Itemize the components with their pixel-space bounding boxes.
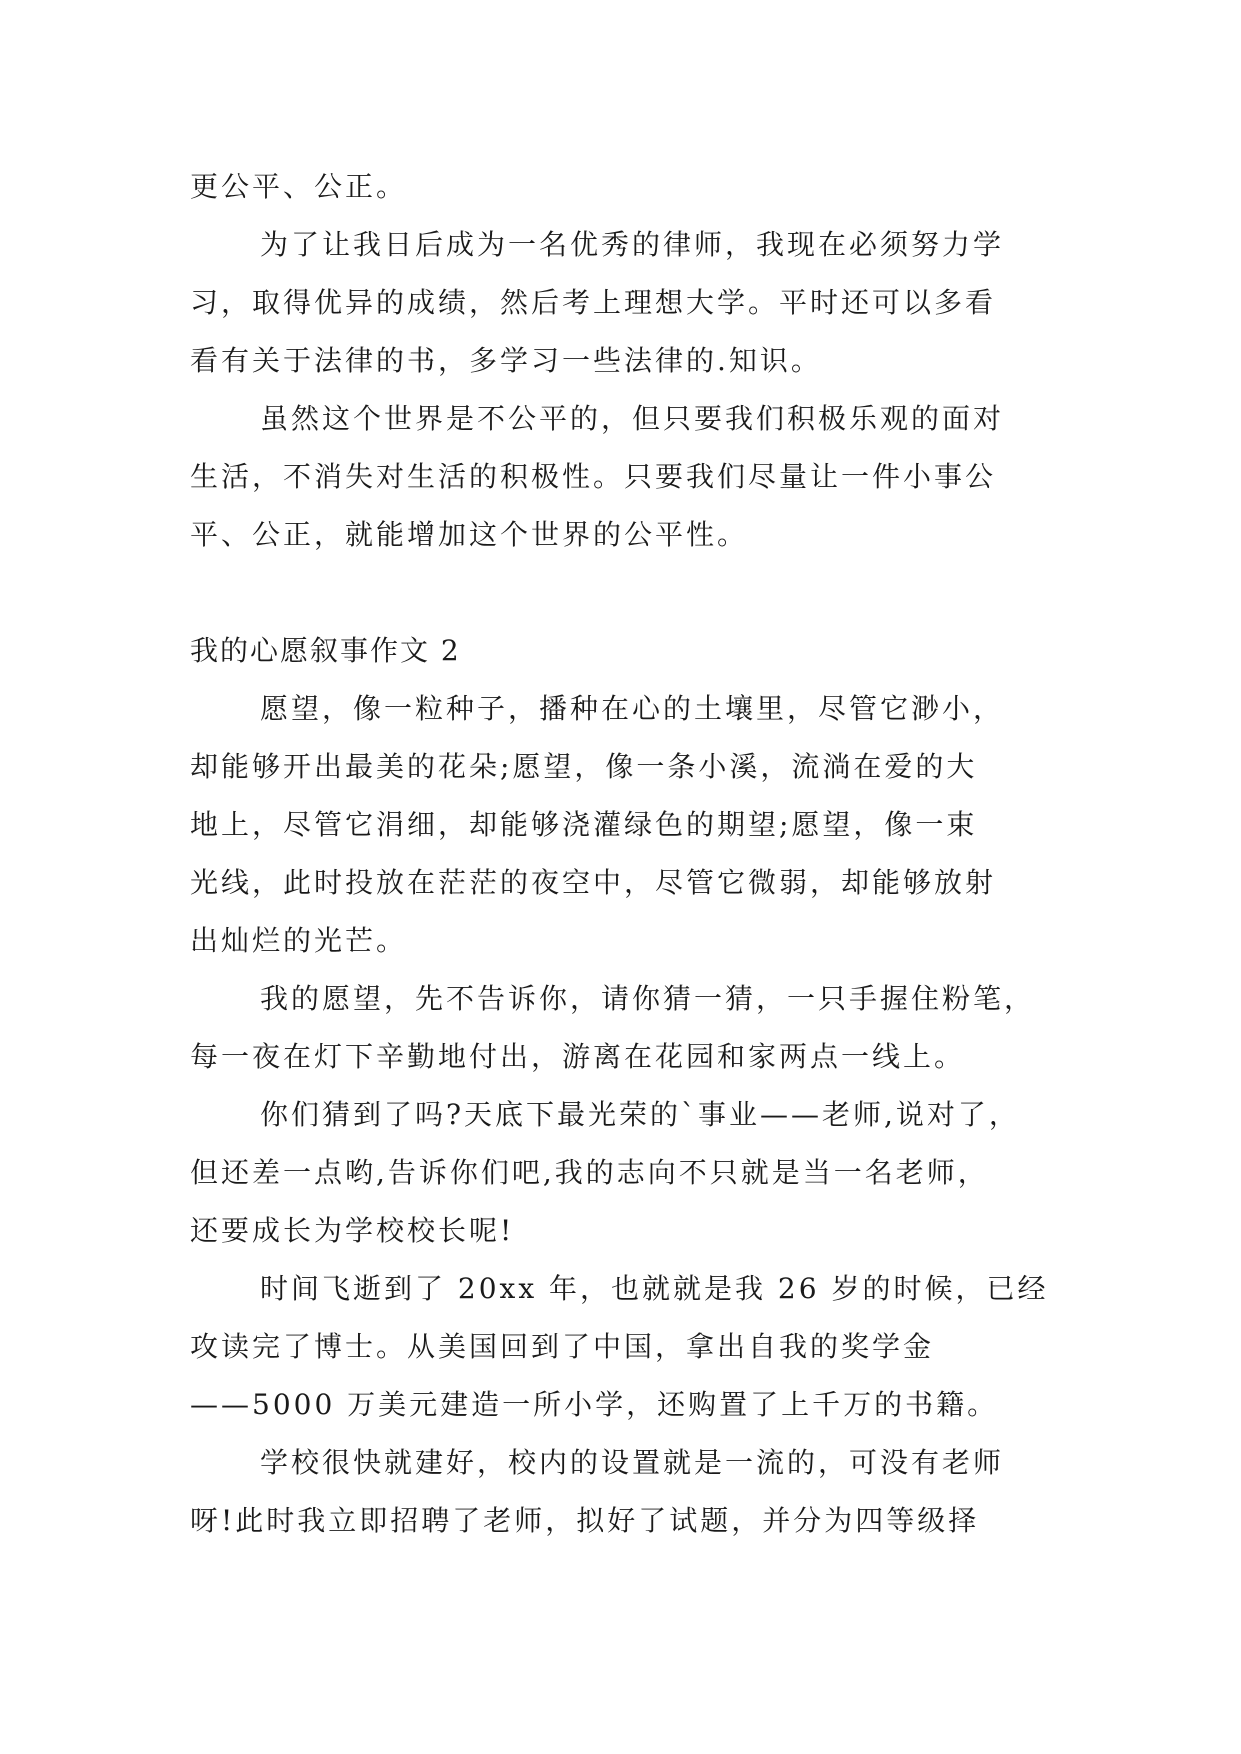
- paragraph-4-line-3: 地上，尽管它涓细，却能够浇灌绿色的期望;愿望，像一束: [190, 808, 978, 841]
- paragraph-6-line-2: 但还差一点哟,告诉你们吧,我的志向不只就是当一名老师，: [190, 1156, 989, 1189]
- paragraph-4-line-2: 却能够开出最美的花朵;愿望，像一条小溪，流淌在爱的大: [190, 750, 978, 783]
- paragraph-8-line-1: 学校很快就建好，校内的设置就是一流的，可没有老师: [260, 1446, 1005, 1479]
- paragraph-7-line-2: 攻读完了博士。从美国回到了中国，拿出自我的奖学金: [190, 1330, 935, 1363]
- paragraph-6-line-1: 你们猜到了吗?天底下最光荣的`事业——老师,说对了，: [260, 1098, 1020, 1131]
- paragraph-2-line-1: 为了让我日后成为一名优秀的律师，我现在必须努力学: [260, 228, 1005, 261]
- paragraph-4-line-5: 出灿烂的光芒。: [190, 924, 408, 957]
- paragraph-7-line-1: 时间飞逝到了 20xx 年，也就就是我 26 岁的时候，已经: [260, 1272, 1049, 1305]
- paragraph-3-line-3: 平、公正，就能增加这个世界的公平性。: [190, 518, 749, 551]
- paragraph-7-line-3: ——5000 万美元建造一所小学，还购置了上千万的书籍。: [190, 1388, 999, 1421]
- paragraph-2-line-3: 看有关于法律的书，多学习一些法律的.知识。: [190, 344, 822, 377]
- paragraph-3-line-2: 生活，不消失对生活的积极性。只要我们尽量让一件小事公: [190, 460, 997, 493]
- section-heading: 我的心愿叙事作文 2: [190, 634, 461, 667]
- paragraph-4-line-4: 光线，此时投放在茫茫的夜空中，尽管它微弱，却能够放射: [190, 866, 997, 899]
- paragraph-2-line-2: 习，取得优异的成绩，然后考上理想大学。平时还可以多看: [190, 286, 997, 319]
- paragraph-8-line-2: 呀!此时我立即招聘了老师，拟好了试题，并分为四等级择: [190, 1504, 980, 1537]
- paragraph-5-line-1: 我的愿望，先不告诉你，请你猜一猜，一只手握住粉笔，: [260, 982, 1036, 1015]
- paragraph-6-line-3: 还要成长为学校校长呢!: [190, 1214, 515, 1247]
- paragraph-1-line-1: 更公平、公正。: [190, 170, 408, 203]
- document-body: [190, 158, 1060, 1550]
- paragraph-5-line-2: 每一夜在灯下辛勤地付出，游离在花园和家两点一线上。: [190, 1040, 966, 1073]
- paragraph-4-line-1: 愿望，像一粒种子，播种在心的土壤里，尽管它渺小，: [260, 692, 1005, 725]
- paragraph-3-line-1: 虽然这个世界是不公平的，但只要我们积极乐观的面对: [260, 402, 1005, 435]
